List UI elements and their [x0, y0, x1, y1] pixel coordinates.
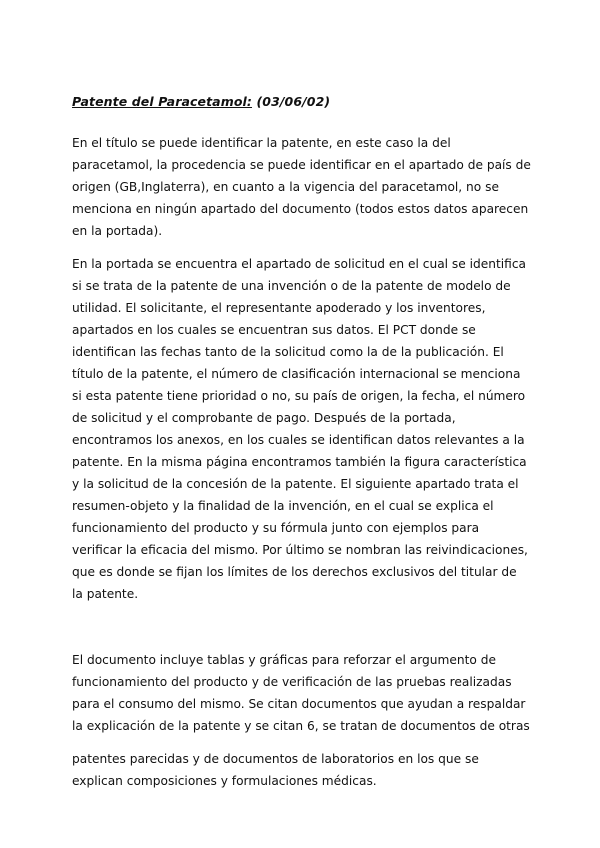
paragraph-line: origen (GB,Inglaterra), en cuanto a la vigencia del paracetamol, no se: [72, 180, 499, 194]
paragraph-line: y la solicitud de la concesión de la patente. El siguiente apartado trata el: [72, 477, 519, 491]
paragraph-line: la patente.: [72, 587, 139, 601]
paragraph-1: [72, 132, 542, 242]
paragraph-line: utilidad. El solicitante, el representante apoderado y los inventores,: [72, 301, 486, 315]
paragraph-line: explican composiciones y formulaciones médicas.: [72, 774, 377, 788]
paragraph-line: funcionamiento del producto y de verificación de las pruebas realizadas: [72, 675, 512, 689]
title-underlined-text: Patente del Paracetamol:: [72, 94, 253, 109]
paragraph-2: [72, 253, 542, 605]
paragraph-line: si esta patente tiene prioridad o no, su país de origen, la fecha, el número: [72, 389, 526, 403]
paragraph-line: apartados en los cuales se encuentran sus datos. El PCT donde se: [72, 323, 476, 337]
paragraph-line: funcionamiento del producto y su fórmula junto con ejemplos para: [72, 521, 480, 535]
paragraph-line: encontramos los anexos, en los cuales se identifican datos relevantes a la: [72, 433, 525, 447]
paragraph-3: [72, 649, 542, 737]
paragraph-line: El documento incluye tablas y gráficas para reforzar el argumento de: [72, 653, 496, 667]
paragraph-line: de solicitud y el comprobante de pago. Después de la portada,: [72, 411, 456, 425]
paragraph-line: la explicación de la patente y se citan 6, se tratan de documentos de otras: [72, 719, 530, 733]
title-date: (03/06/02): [256, 94, 331, 109]
paragraph-line: paracetamol, la procedencia se puede identificar en el apartado de país de: [72, 158, 531, 172]
paragraph-line: patentes parecidas y de documentos de laboratorios en los que se: [72, 752, 479, 766]
document-title: [72, 94, 330, 109]
paragraph-line: patente. En la misma página encontramos también la figura característica: [72, 455, 527, 469]
paragraph-line: título de la patente, el número de clasificación internacional se menciona: [72, 367, 521, 381]
paragraph-line: En el título se puede identificar la patente, en este caso la del: [72, 136, 451, 150]
paragraph-line: para el consumo del mismo. Se citan documentos que ayudan a respaldar: [72, 697, 526, 711]
paragraph-line: si se trata de la patente de una invención o de la patente de modelo de: [72, 279, 511, 293]
paragraph-line: resumen-objeto y la finalidad de la invención, en el cual se explica el: [72, 499, 494, 513]
paragraph-4: [72, 748, 542, 792]
paragraph-line: menciona en ningún apartado del documento (todos estos datos aparecen: [72, 202, 529, 216]
paragraph-line: identifican las fechas tanto de la solicitud como la de la publicación. El: [72, 345, 504, 359]
paragraph-line: verificar la eficacia del mismo. Por último se nombran las reivindicaciones,: [72, 543, 528, 557]
paragraph-line: en la portada).: [72, 224, 163, 238]
paragraph-line: En la portada se encuentra el apartado de solicitud en el cual se identifica: [72, 257, 527, 271]
paragraph-line: que es donde se fijan los límites de los derechos exclusivos del titular de: [72, 565, 517, 579]
